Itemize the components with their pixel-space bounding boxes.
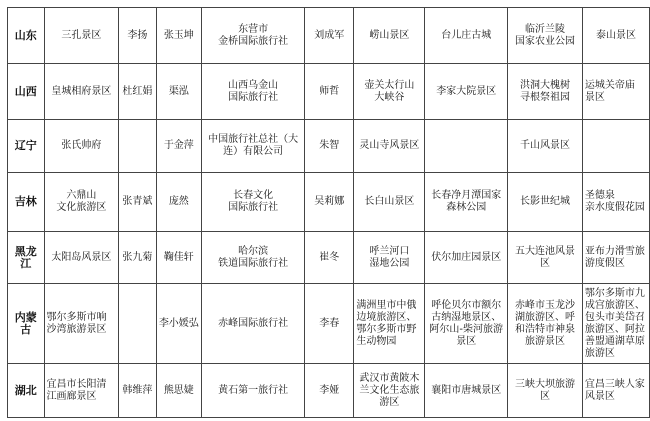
table-cell: 洪洞大槐树 寻根祭祖园 [508, 64, 583, 120]
table-cell: 六鼎山 文化旅游区 [44, 173, 119, 232]
table-cell: 熊思婕 [156, 364, 201, 418]
table-cell: 于金萍 [156, 120, 201, 173]
table-cell: 哈尔滨 铁道国际旅行社 [201, 232, 304, 284]
table-row [8, 8, 650, 64]
table-cell: 长春文化 国际旅行社 [201, 173, 304, 232]
table-cell: 五大连池风景区 [508, 232, 583, 284]
table-cell: 运城关帝庙 景区 [582, 64, 649, 120]
table-row [8, 232, 650, 284]
province-cell: 湖北 [8, 364, 45, 418]
table-cell: 宜昌市长阳清江画廊景区 [44, 364, 119, 418]
table-cell: 黄石第一旅行社 [201, 364, 304, 418]
table-cell: 圣德泉 亲水度假花园 [582, 173, 649, 232]
table-cell: 呼兰河口 湿地公园 [354, 232, 425, 284]
province-cell: 黑龙江 [8, 232, 45, 284]
table-cell: 三孔景区 [44, 8, 119, 64]
table-cell: 台儿庄古城 [425, 8, 508, 64]
table-cell: 杜红娟 [119, 64, 156, 120]
table-cell: 长影世纪城 [508, 173, 583, 232]
table-cell: 崂山景区 [354, 8, 425, 64]
province-cell: 内蒙古 [8, 284, 45, 364]
table-cell: 吴莉娜 [305, 173, 354, 232]
table-cell: 张九菊 [119, 232, 156, 284]
table-cell: 武汉市黄陂木兰文化生态旅游区 [354, 364, 425, 418]
table-cell: 鄂尔多斯市响沙湾旅游景区 [44, 284, 119, 364]
table-cell: 山西乌金山 国际旅行社 [201, 64, 304, 120]
table-cell: 满洲里市中俄边境旅游区、鄂尔多斯市野生动物园 [354, 284, 425, 364]
table-cell: 太阳岛风景区 [44, 232, 119, 284]
table-cell: 鞠佳轩 [156, 232, 201, 284]
table-cell: 李扬 [119, 8, 156, 64]
table-cell: 长白山景区 [354, 173, 425, 232]
table-cell: 临沂兰陵 国家农业公园 [508, 8, 583, 64]
table-cell: 张玉坤 [156, 8, 201, 64]
table-cell: 李春 [305, 284, 354, 364]
table-cell: 千山风景区 [508, 120, 583, 173]
table-cell: 东营市 金桥国际旅行社 [201, 8, 304, 64]
table-cell: 鄂尔多斯市九成宫旅游区、包头市美岱召旅游区、阿拉善盟通湖草原旅游区 [582, 284, 649, 364]
table-cell: 呼伦贝尔市额尔古纳湿地景区、阿尔山-柴河旅游景区 [425, 284, 508, 364]
table-cell: 襄阳市唐城景区 [425, 364, 508, 418]
table-cell: 三峡大坝旅游区 [508, 364, 583, 418]
table-cell: 泰山景区 [582, 8, 649, 64]
table-cell: 师哲 [305, 64, 354, 120]
table-cell: 李小媛弘 [156, 284, 201, 364]
province-cell: 山东 [8, 8, 45, 64]
table-cell: 朱智 [305, 120, 354, 173]
table-cell [119, 120, 156, 173]
table-cell: 赤峰国际旅行社 [201, 284, 304, 364]
table-cell: 赤峰市玉龙沙湖旅游区、呼和浩特市神泉旅游景区 [508, 284, 583, 364]
table-cell: 灵山寺风景区 [354, 120, 425, 173]
table-cell: 宜昌三峡人家风景区 [582, 364, 649, 418]
table-cell [425, 120, 508, 173]
table-cell: 张氏帅府 [44, 120, 119, 173]
table-cell: 壶关太行山 大峡谷 [354, 64, 425, 120]
table-cell: 刘成军 [305, 8, 354, 64]
table-cell: 李家大院景区 [425, 64, 508, 120]
province-cell: 吉林 [8, 173, 45, 232]
table-cell: 韩维萍 [119, 364, 156, 418]
table-row [8, 173, 650, 232]
table-cell: 伏尔加庄园景区 [425, 232, 508, 284]
table-cell: 张青斌 [119, 173, 156, 232]
table-cell: 中国旅行社总社（大连）有限公司 [201, 120, 304, 173]
table-cell: 渠泓 [156, 64, 201, 120]
table-cell: 亚布力滑雪旅游度假区 [582, 232, 649, 284]
table-cell [119, 284, 156, 364]
table-cell: 崔冬 [305, 232, 354, 284]
province-cell: 山西 [8, 64, 45, 120]
table-row [8, 64, 650, 120]
table-row [8, 284, 650, 364]
province-cell: 辽宁 [8, 120, 45, 173]
table-row [8, 120, 650, 173]
tourism-table [7, 7, 650, 418]
table-cell: 皇城相府景区 [44, 64, 119, 120]
table-row [8, 364, 650, 418]
table-cell: 长春净月潭国家森林公园 [425, 173, 508, 232]
table-cell [582, 120, 649, 173]
table-cell: 庞然 [156, 173, 201, 232]
table-cell: 李娅 [305, 364, 354, 418]
